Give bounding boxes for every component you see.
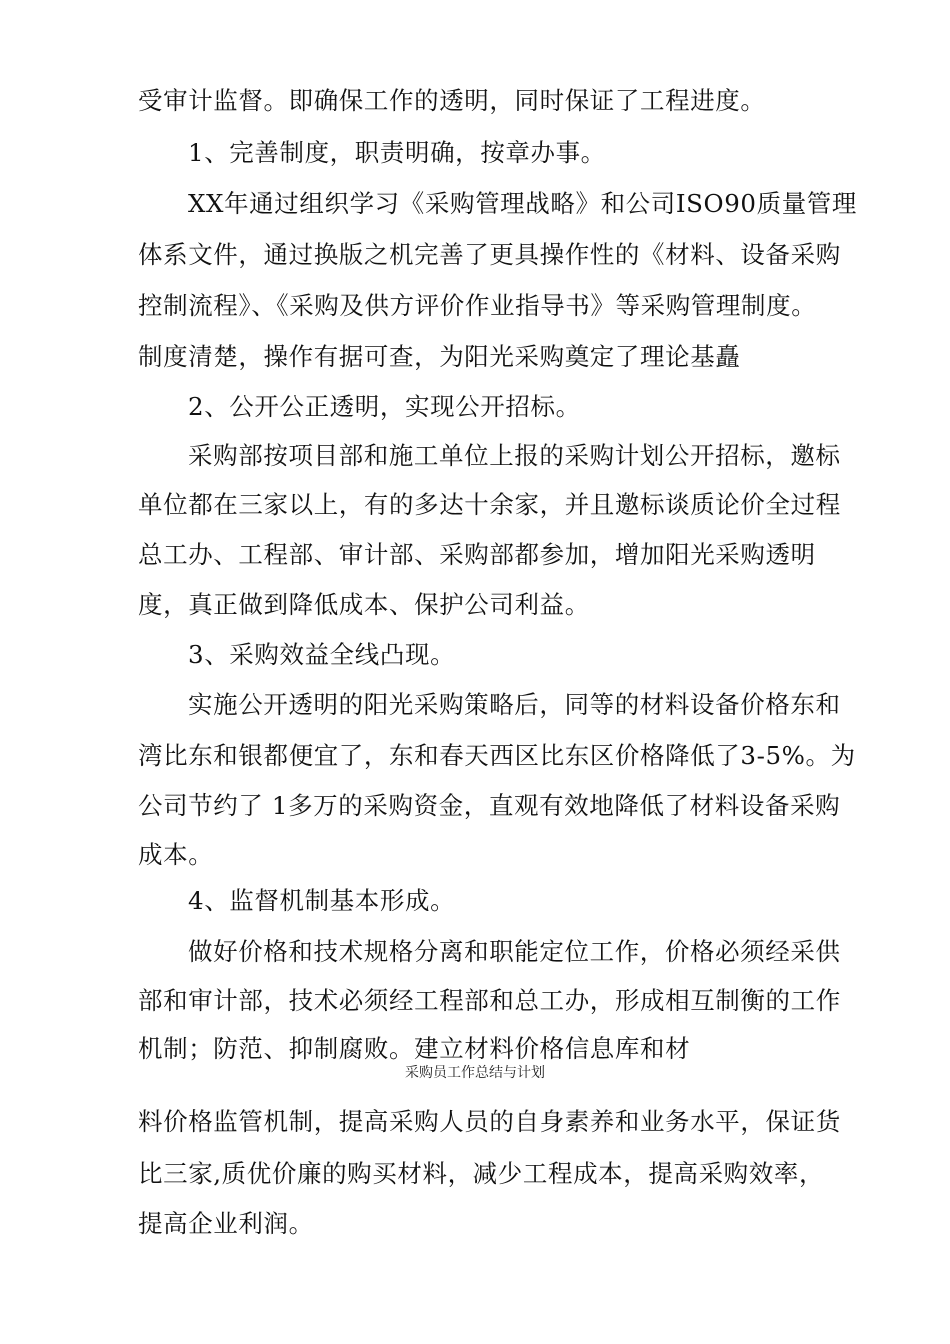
text-line: 做好价格和技术规格分离和职能定位工作，价格必须经采供 [188, 937, 841, 966]
text-line: 实施公开透明的阳光采购策略后，同等的材料设备价格东和 [188, 690, 841, 719]
section-heading: 4、监督机制基本形成。 [188, 886, 456, 915]
text-line: 体系文件，通过换版之机完善了更具操作性的《材料、设备采购 [138, 240, 841, 269]
section-heading: 3、采购效益全线凸现。 [188, 640, 456, 669]
text-line: 提高企业利润。 [138, 1209, 314, 1238]
text-line: 单位都在三家以上，有的多达十余家，并且邀标谈质论价全过程 [138, 490, 841, 519]
text-line: XX年通过组织学习《采购管理战略》和公司ISO90质量管理 [188, 189, 858, 218]
text-line: 公司节约了 1多万的采购资金，直观有效地降低了材料设备采购 [138, 791, 841, 820]
text-line: 控制流程》、《采购及供方评价作业指导书》等采购管理制度。 [138, 291, 817, 320]
section-heading: 2、公开公正透明，实现公开招标。 [188, 392, 581, 421]
text-line: 采购部按项目部和施工单位上报的采购计划公开招标，邀标 [188, 441, 841, 470]
text-line: 湾比东和银都便宜了，东和春天西区比东区价格降低了3-5%。为 [138, 741, 856, 770]
text-line: 比三家,质优价廉的购买材料，减少工程成本，提高采购效率， [138, 1159, 825, 1188]
text-line: 部和审计部，技术必须经工程部和总工办，形成相互制衡的工作 [138, 986, 841, 1015]
text-line: 受审计监督。即确保工作的透明，同时保证了工程进度。 [138, 86, 766, 115]
text-line: 机制；防范、抑制腐败。建立材料价格信息库和材 [138, 1034, 691, 1063]
text-line: 总工办、工程部、审计部、采购部都参加，增加阳光采购透明 [138, 540, 816, 569]
page-footer-title: 采购员工作总结与计划 [405, 1065, 545, 1081]
text-line: 成本。 [138, 840, 214, 869]
section-heading: 1、完善制度，职责明确，按章办事。 [188, 138, 606, 167]
text-line: 料价格监管机制，提高采购人员的自身素养和业务水平，保证货 [138, 1107, 841, 1136]
text-line: 制度清楚，操作有据可查，为阳光采购奠定了理论基矗 [138, 342, 741, 371]
text-line: 度，真正做到降低成本、保护公司利益。 [138, 590, 590, 619]
